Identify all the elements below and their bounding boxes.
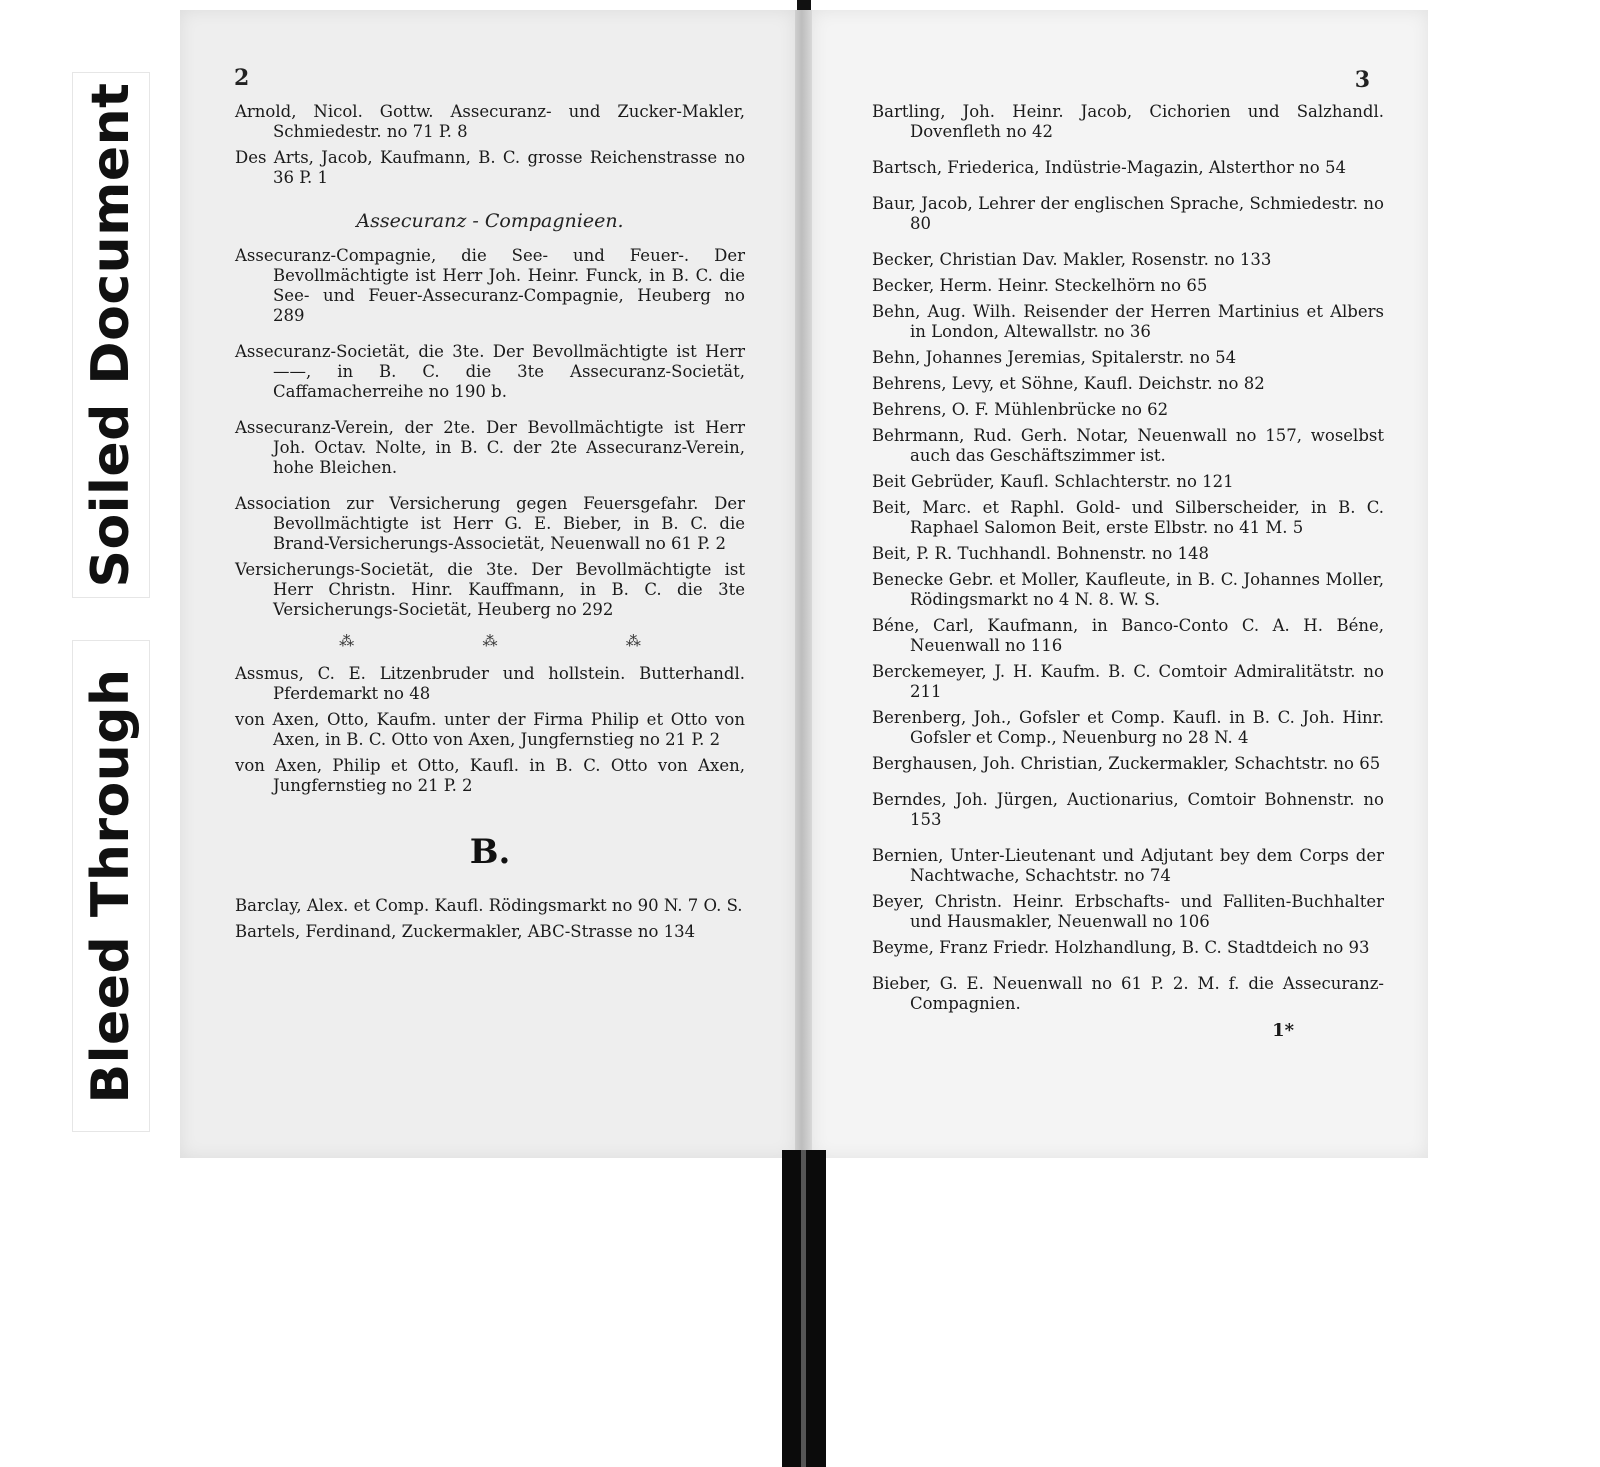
right-column [872,102,1384,1041]
directory-entry: Baur, Jacob, Lehrer der englischen Sprache, Schmiedestr. no 80 [872,194,1384,233]
directory-entry: Bartling, Joh. Heinr. Jacob, Cichorien und Salzhandl. Dovenfleth no 42 [872,102,1384,141]
asterism-mark: ⁂ [482,632,498,650]
asterism-divider [275,632,705,650]
directory-entry: Assecuranz-Verein, der 2te. Der Bevollmächtigte ist Herr Joh. Octav. Nolte, in B. C. der 2te Assecuranz-Verein, hohe Bleichen. [235,418,745,477]
page-number-left: 2 [234,65,250,91]
bookmark-ribbon [782,1150,826,1467]
directory-entry: Beyer, Christn. Heinr. Erbschafts- und Falliten-Buchhalter und Hausmakler, Neuenwall no 106 [872,892,1384,931]
signature-mark: 1* [1272,1020,1294,1041]
left-page [180,10,795,1158]
directory-entry: Beit Gebrüder, Kaufl. Schlachterstr. no 121 [872,472,1234,491]
bleed-through-text: Bleed Through [81,668,141,1104]
page-number-right: 3 [1354,67,1370,93]
right-page [812,10,1428,1158]
directory-entry: Des Arts, Jacob, Kaufmann, B. C. grosse Reichenstrasse no 36 P. 1 [235,148,745,187]
directory-entry: von Axen, Philip et Otto, Kaufl. in B. C. Otto von Axen, Jungfernstieg no 21 P. 2 [235,756,745,795]
directory-entry: Assecuranz-Societät, die 3te. Der Bevollmächtigte ist Herr ——, in B. C. die 3te Assecuranz-Societät, Caffamacherreihe no 190 b. [235,342,745,401]
bleed-through-label [72,640,150,1132]
directory-entry: Bartsch, Friederica, Indüstrie-Magazin, Alsterthor no 54 [872,158,1346,177]
asterism-mark: ⁂ [625,632,641,650]
soiled-document-label [72,72,150,598]
directory-entry: Bernien, Unter-Lieutenant und Adjutant bey dem Corps der Nachtwache, Schachtstr. no 74 [872,846,1384,885]
directory-entry: Bieber, G. E. Neuenwall no 61 P. 2. M. f. die Assecuranz-Compagnien. [872,974,1384,1013]
directory-entry: Becker, Herm. Heinr. Steckelhörn no 65 [872,276,1208,295]
directory-entry: Berenberg, Joh., Gofsler et Comp. Kaufl. in B. C. Joh. Hinr. Gofsler et Comp., Neuenburg no 28 N. 4 [872,708,1384,747]
directory-entry: Beyme, Franz Friedr. Holzhandlung, B. C. Stadtdeich no 93 [872,938,1370,957]
directory-entry: Versicherungs-Societät, die 3te. Der Bevollmächtigte ist Herr Christn. Hinr. Kauffmann, in B. C. die 3te Versicherungs-Societät, Heuberg no 292 [235,560,745,619]
directory-entry: Becker, Christian Dav. Makler, Rosenstr. no 133 [872,250,1272,269]
book-gutter [795,10,812,1158]
directory-entry: Assecuranz-Compagnie, die See- und Feuer-. Der Bevollmächtigte ist Herr Joh. Heinr. Funck, in B. C. die See- und Feuer-Assecuranz-Compagnie, Heuberg no 289 [235,246,745,325]
directory-entry: Barclay, Alex. et Comp. Kaufl. Rödingsmarkt no 90 N. 7 O. S. [235,896,743,915]
directory-entry: Berndes, Joh. Jürgen, Auctionarius, Comtoir Bohnenstr. no 153 [872,790,1384,829]
letter-heading: B. [469,832,511,872]
directory-entry: Berghausen, Joh. Christian, Zuckermakler, Schachtstr. no 65 [872,754,1381,773]
section-heading: Assecuranz - Compagnieen. [356,210,624,232]
directory-entry: Behrmann, Rud. Gerh. Notar, Neuenwall no 157, woselbst auch das Geschäftszimmer ist. [872,426,1384,465]
directory-entry: Béne, Carl, Kaufmann, in Banco-Conto C. A. H. Béne, Neuenwall no 116 [872,616,1384,655]
directory-entry: Behn, Johannes Jeremias, Spitalerstr. no 54 [872,348,1237,367]
directory-entry: Behn, Aug. Wilh. Reisender der Herren Martinius et Albers in London, Altewallstr. no 36 [872,302,1384,341]
directory-entry: Behrens, O. F. Mühlenbrücke no 62 [872,400,1169,419]
directory-entry: Beit, P. R. Tuchhandl. Bohnenstr. no 148 [872,544,1210,563]
directory-entry: Assmus, C. E. Litzenbruder und hollstein. Butterhandl. Pferdemarkt no 48 [235,664,745,703]
left-column [235,102,745,948]
directory-entry: Berckemeyer, J. H. Kaufm. B. C. Comtoir Admiralitätstr. no 211 [872,662,1384,701]
directory-entry: Bartels, Ferdinand, Zuckermakler, ABC-Strasse no 134 [235,922,696,941]
soiled-document-text: Soiled Document [81,82,141,588]
directory-entry: Beit, Marc. et Raphl. Gold- und Silberscheider, in B. C. Raphael Salomon Beit, erste Elbstr. no 41 M. 5 [872,498,1384,537]
directory-entry: von Axen, Otto, Kaufm. unter der Firma Philip et Otto von Axen, in B. C. Otto von Axen, Jungfernstieg no 21 P. 2 [235,710,745,749]
directory-entry: Arnold, Nicol. Gottw. Assecuranz- und Zucker-Makler, Schmiedestr. no 71 P. 8 [235,102,745,141]
asterism-mark: ⁂ [339,632,355,650]
directory-entry: Behrens, Levy, et Söhne, Kaufl. Deichstr. no 82 [872,374,1265,393]
directory-entry: Association zur Versicherung gegen Feuersgefahr. Der Bevollmächtigte ist Herr G. E. Bieber, in B. C. die Brand-Versicherungs-Associetät, Neuenwall no 61 P. 2 [235,494,745,553]
directory-entry: Benecke Gebr. et Moller, Kaufleute, in B. C. Johannes Moller, Rödingsmarkt no 4 N. 8. W. S. [872,570,1384,609]
